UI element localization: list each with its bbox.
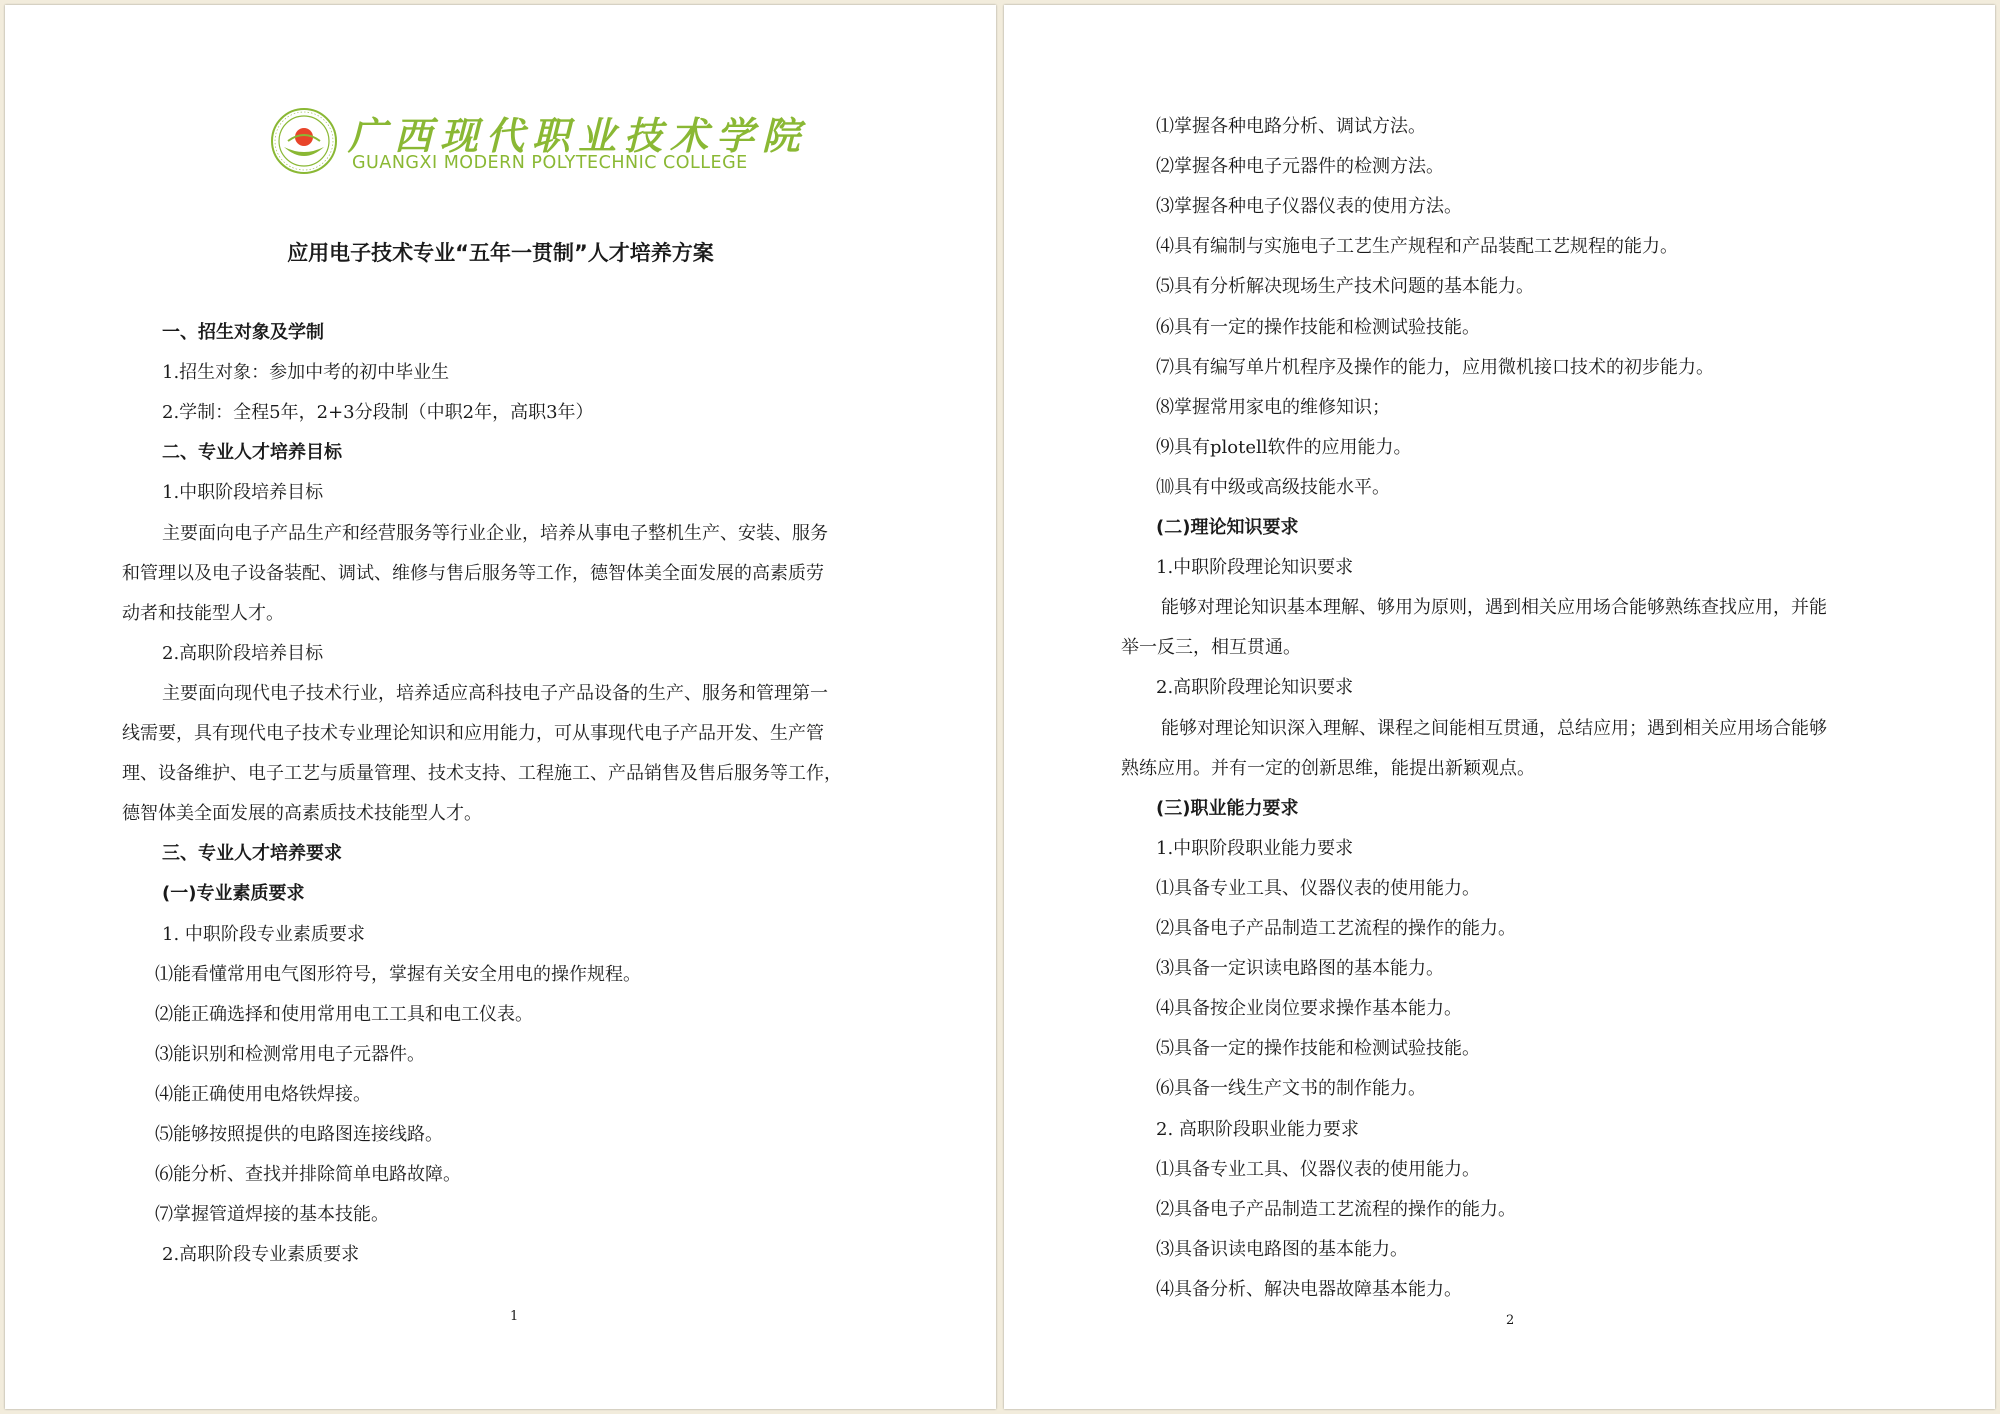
college-name-cn: 广西现代职业技术学院 — [348, 113, 809, 158]
text-line: ⑴掌握各种电路分析、调试方法。 — [1156, 116, 1426, 137]
text-line: 1.中职阶段理论知识要求 — [1156, 557, 1354, 579]
text-line: 能够对理论知识深入理解、课程之间能相互贯通，总结应用；遇到相关应用场合能够 — [1161, 717, 1827, 739]
text-line: ⑷能正确使用电烙铁焊接。 — [155, 1083, 371, 1105]
text-line: 主要面向电子产品生产和经营服务等行业企业，培养从事电子整机生产、安装、服务 — [162, 522, 828, 544]
text-line: ⑺掌握管道焊接的基本技能。 — [155, 1204, 389, 1226]
text-line: 1.中职阶段职业能力要求 — [1156, 837, 1354, 859]
document-page-2 — [1004, 5, 1995, 1409]
page-number-1: 1 — [510, 1309, 519, 1324]
section-heading: (三)职业能力要求 — [1156, 797, 1299, 819]
college-logo — [270, 105, 809, 181]
text-line: 2.高职阶段培养目标 — [162, 642, 324, 664]
text-line: ⑴具备专业工具、仪器仪表的使用能力。 — [1156, 1158, 1480, 1180]
text-line: ⑵掌握各种电子元器件的检测方法。 — [1156, 156, 1444, 178]
section-heading: 二、专业人才培养目标 — [162, 442, 342, 464]
college-name-en: GUANGXI MODERN POLYTECHNIC COLLEGE — [352, 153, 748, 173]
text-line: ⑸能够按照提供的电路图连接线路。 — [155, 1124, 443, 1145]
text-line: 2. 高职阶段职业能力要求 — [1156, 1118, 1359, 1140]
text-line: ⑵能正确选择和使用常用电工工具和电工仪表。 — [155, 1003, 533, 1025]
text-line: 2.高职阶段理论知识要求 — [1156, 677, 1354, 699]
text-line: 1.中职阶段培养目标 — [162, 482, 324, 504]
text-line: 熟练应用。并有一定的创新思维，能提出新颖观点。 — [1121, 757, 1535, 779]
text-line: 线需要，具有现代电子技术专业理论知识和应用能力，可从事现代电子产品开发、生产管 — [122, 723, 824, 744]
document-page-1 — [5, 5, 996, 1409]
page-number-2: 2 — [1506, 1313, 1515, 1328]
text-line: ⑷具备分析、解决电器故障基本能力。 — [1156, 1278, 1462, 1300]
text-line: ⑺具有编写单片机程序及操作的能力，应用微机接口技术的初步能力。 — [1156, 356, 1714, 378]
text-line: 德智体美全面发展的高素质技术技能型人才。 — [122, 803, 482, 825]
section-heading: 一、招生对象及学制 — [162, 322, 324, 343]
text-line: 1.招生对象：参加中考的初中毕业生 — [162, 362, 450, 384]
text-line: ⑹具备一线生产文书的制作能力。 — [1156, 1078, 1426, 1100]
text-line: 和管理以及电子设备装配、调试、维修与售后服务等工作，德智体美全面发展的高素质劳 — [122, 562, 824, 584]
text-line: ⑹能分析、查找并排除简单电路故障。 — [155, 1164, 461, 1186]
text-line: 理、设备维护、电子工艺与质量管理、技术支持、工程施工、产品销售及售后服务等工作， — [122, 763, 842, 785]
document-title: 应用电子技术专业“五年一贯制”人才培养方案 — [287, 241, 714, 265]
section-heading: (二)理论知识要求 — [1156, 517, 1299, 538]
text-line: 举一反三，相互贯通。 — [1121, 637, 1301, 659]
text-line: ⑶掌握各种电子仪器仪表的使用方法。 — [1156, 196, 1462, 218]
section-heading: 三、专业人才培养要求 — [162, 843, 342, 865]
text-line: 2.高职阶段专业素质要求 — [162, 1244, 360, 1266]
text-line: ⑷具有编制与实施电子工艺生产规程和产品装配工艺规程的能力。 — [1156, 236, 1678, 258]
text-line: 动者和技能型人才。 — [122, 602, 284, 624]
college-seal-icon — [270, 107, 338, 175]
text-line: ⑵具备电子产品制造工艺流程的操作的能力。 — [1156, 918, 1516, 939]
text-line: ⑸具有分析解决现场生产技术问题的基本能力。 — [1156, 276, 1534, 298]
text-line: ⑷具备按企业岗位要求操作基本能力。 — [1156, 998, 1462, 1020]
text-line: ⑹具有一定的操作技能和检测试验技能。 — [1156, 316, 1480, 338]
text-line: ⑶能识别和检测常用电子元器件。 — [155, 1043, 425, 1065]
text-line: 主要面向现代电子技术行业，培养适应高科技电子产品设备的生产、服务和管理第一 — [162, 682, 828, 704]
text-line: ⑴具备专业工具、仪器仪表的使用能力。 — [1156, 877, 1480, 899]
text-line: ⑽具有中级或高级技能水平。 — [1156, 476, 1390, 498]
text-line: ⑵具备电子产品制造工艺流程的操作的能力。 — [1156, 1198, 1516, 1220]
section-heading: (一)专业素质要求 — [162, 883, 305, 905]
text-line: 1. 中职阶段专业素质要求 — [162, 923, 365, 945]
text-line: ⑴能看懂常用电气图形符号，掌握有关安全用电的操作规程。 — [155, 963, 641, 985]
text-line: ⑶具备一定识读电路图的基本能力。 — [1156, 958, 1444, 980]
text-line: 2.学制：全程5年，2+3分段制（中职2年，高职3年） — [162, 402, 594, 424]
text-line: ⑼具有plotell软件的应用能力。 — [1156, 436, 1412, 458]
text-line: ⑶具备识读电路图的基本能力。 — [1156, 1238, 1408, 1260]
text-line: ⑻掌握常用家电的维修知识； — [1156, 396, 1390, 418]
text-line: ⑸具备一定的操作技能和检测试验技能。 — [1156, 1038, 1480, 1060]
text-line: 能够对理论知识基本理解、够用为原则，遇到相关应用场合能够熟练查找应用，并能 — [1161, 597, 1827, 619]
